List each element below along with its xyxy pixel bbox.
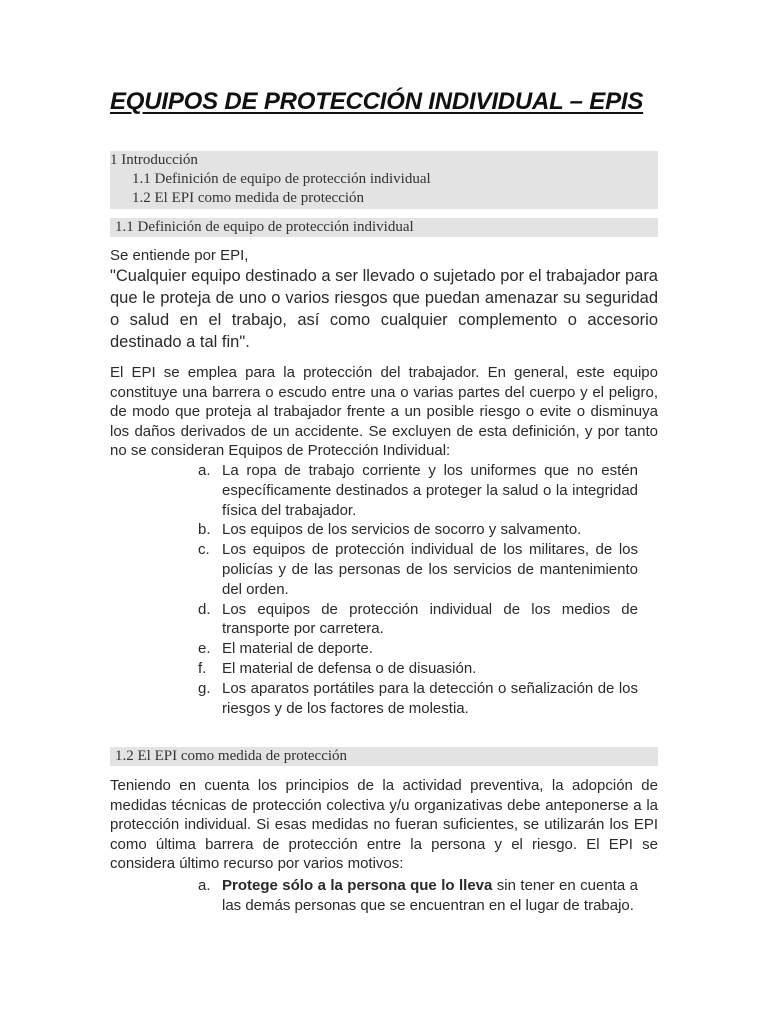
- exclusions-list: [196, 461, 638, 718]
- list-item-text: sin tener en cuenta a las demás personas que se encuentran en el lugar de trabajo.: [222, 877, 639, 914]
- list-marker: g.: [198, 679, 211, 697]
- table-of-contents: [110, 151, 658, 209]
- list-item: [196, 679, 638, 719]
- epi-definition-quote: "Cualquier equipo destinado a ser llevado o sujetado por el trabajador para que le proteja de uno o varios riesgos que puedan amenazar su seguridad o salud en el trabajo, así como cualquier complemento o accesorio destinado a tal fin".: [110, 267, 658, 351]
- toc-item-introduccion[interactable]: 1 Introducción: [110, 152, 198, 168]
- list-item: [196, 540, 638, 599]
- list-item-bold-text: Protege sólo a la persona que lo lleva: [222, 877, 493, 894]
- section-heading-text: 1.2 El EPI como medida de protección: [115, 748, 348, 764]
- list-item-text: Los aparatos portátiles para la detección o señalización de los riesgos y de los factores de molestia.: [222, 679, 638, 717]
- epi-paragraph: El EPI se emplea para la protección del trabajador. En general, este equipo constituye una barrera o escudo entre una o varias partes del cuerpo y el peligro, de modo que proteja al trabajador frente a un posible riesgo o evite o disminuya los daños derivados de un accidente. Se excluyen de esta definición, y por tanto no se consideran Equipos de Protección Individual:: [110, 364, 658, 459]
- list-marker: a.: [198, 462, 211, 479]
- list-item: [196, 520, 638, 540]
- list-item-text: Los equipos de protección individual de los militares, de los policías y de las personas de los servicios de mantenimiento del orden.: [222, 541, 638, 598]
- motives-list: [196, 876, 638, 916]
- list-marker: f.: [198, 659, 207, 677]
- section-heading-definicion: [110, 218, 658, 237]
- list-item: [196, 876, 638, 916]
- list-marker: d.: [198, 600, 211, 618]
- list-item-text: El material de deporte.: [222, 640, 373, 658]
- toc-item-definicion[interactable]: 1.1 Definición de equipo de protección individual: [132, 171, 431, 187]
- list-item: [196, 659, 638, 679]
- list-item-text: El material de defensa o de disuasión.: [222, 659, 477, 677]
- section-heading-text: 1.1 Definición de equipo de protección individual: [115, 219, 414, 235]
- medida-paragraph: Teniendo en cuenta los principios de la actividad preventiva, la adopción de medidas técnicas de protección colectiva y/u organizativas debe anteponerse a la protección individual. Si esas medidas no fueran suficientes, se utilizarán los EPI como última barrera de protección entre la persona y el riesgo. El EPI se considera último recurso por varios motivos:: [110, 777, 658, 872]
- list-item: [196, 600, 638, 640]
- list-marker: c.: [198, 541, 210, 559]
- list-marker: b.: [198, 521, 211, 539]
- list-item-text: La ropa de trabajo corriente y los uniformes que no estén específicamente destinados a proteger la salud o la integridad física del trabajador.: [222, 462, 638, 519]
- list-item: [196, 461, 638, 520]
- section-heading-medida: [110, 747, 658, 766]
- document-title: EQUIPOS DE PROTECCIÓN INDIVIDUAL – EPIS: [110, 88, 644, 115]
- list-item-text: Los equipos de protección individual de los medios de transporte por carretera.: [222, 600, 638, 638]
- list-marker: a.: [198, 877, 211, 894]
- toc-item-medida[interactable]: 1.2 El EPI como medida de protección: [132, 190, 365, 206]
- list-marker: e.: [198, 640, 211, 658]
- list-item: [196, 639, 638, 659]
- intro-text: Se entiende por EPI,: [110, 247, 249, 264]
- list-item-text: Los equipos de los servicios de socorro y salvamento.: [222, 521, 582, 539]
